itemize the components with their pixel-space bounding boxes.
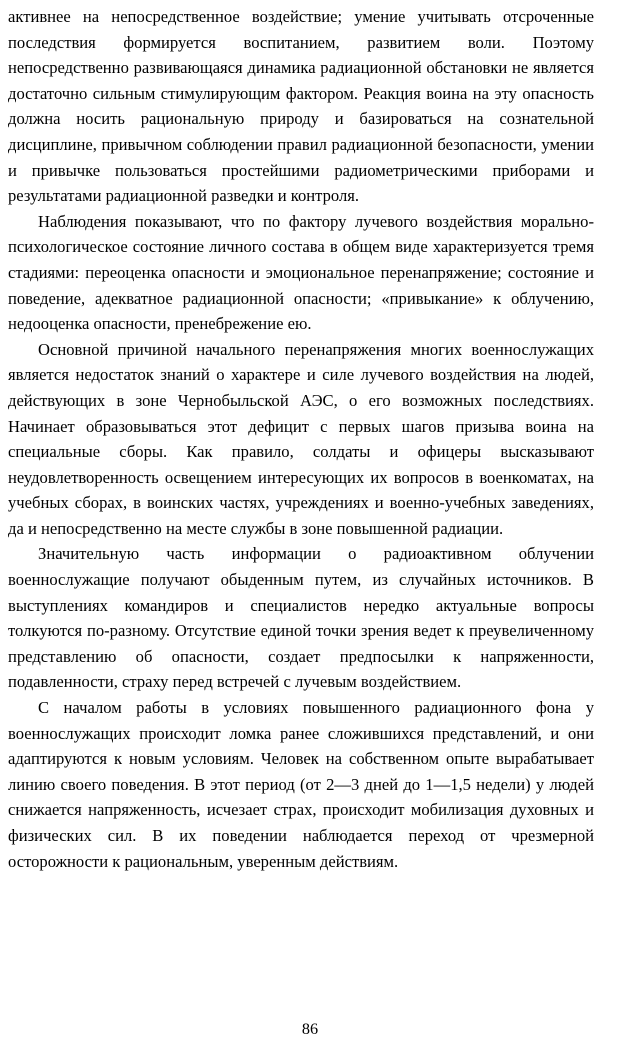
page-body [8, 4, 594, 874]
page-number: 86 [301, 1020, 319, 1038]
paragraph: С началом работы в условиях повышенного радиационного фона у военнослужащих происходит ломка ранее сложившихся представлений, и они адаптируются к новым условиям. Человек на собственном опыте вырабатывает линию своего поведения. В этот период (от 2—3 дней до 1—1,5 недели) у людей снижается напряженность, исчезает страх, происходит мобилизация духовных и физических сил. В их поведении наблюдается переход от чрезмерной осторожности к рациональным, уверенным действиям. [8, 698, 594, 871]
paragraph: Значительную часть информации о радиоактивном облучении военнослужащие получают обыденным путем, из случайных источников. В выступлениях командиров и специалистов нередко актуальные вопросы толкуются по-разному. Отсутствие единой точки зрения ведет к преувеличенному представлению об опасности, создает предпосылки к напряженности, подавленности, страху перед встречей с лучевым воздействием. [8, 544, 594, 692]
paragraph: активнее на непосредственное воздействие; умение учитывать отсроченные последствия формируется воспитанием, развитием воли. Поэтому непосредственно развивающаяся динамика радиационной обстановки не является достаточно сильным стимулирующим фактором. Реакция воина на эту опасность должна носить рациональную природу и базироваться на сознательной дисциплине, привычном соблюдении правил радиационной безопасности, умении и привычке пользоваться простейшими радиометрическими приборами и результатами радиационной разведки и контроля. [8, 7, 594, 206]
paragraph: Наблюдения показывают, что по фактору лучевого воздействия морально-психологическое состояние личного состава в общем виде характеризуется тремя стадиями: переоценка опасности и эмоциональное перенапряжение; состояние и поведение, адекватное радиационной опасности; «привыкание» к облучению, недооценка опасности, пренебрежение ею. [8, 211, 594, 334]
paragraph: Основной причиной начального перенапряжения многих военнослужащих является недостаток знаний о характере и силе лучевого воздействия на людей, действующих в зоне Чернобыльской АЭС, о его возможных последствиях. Начинает образовываться этот дефицит с первых шагов призыва воина на специальные сборы. Как правило, солдаты и офицеры высказывают неудовлетворенность освещением интересующих их вопросов в военкоматах, на учебных сборах, в воинских частях, учреждениях и военно-учебных заведениях, да и непосредственно на месте службы в зоне повышенной радиации. [8, 339, 594, 538]
